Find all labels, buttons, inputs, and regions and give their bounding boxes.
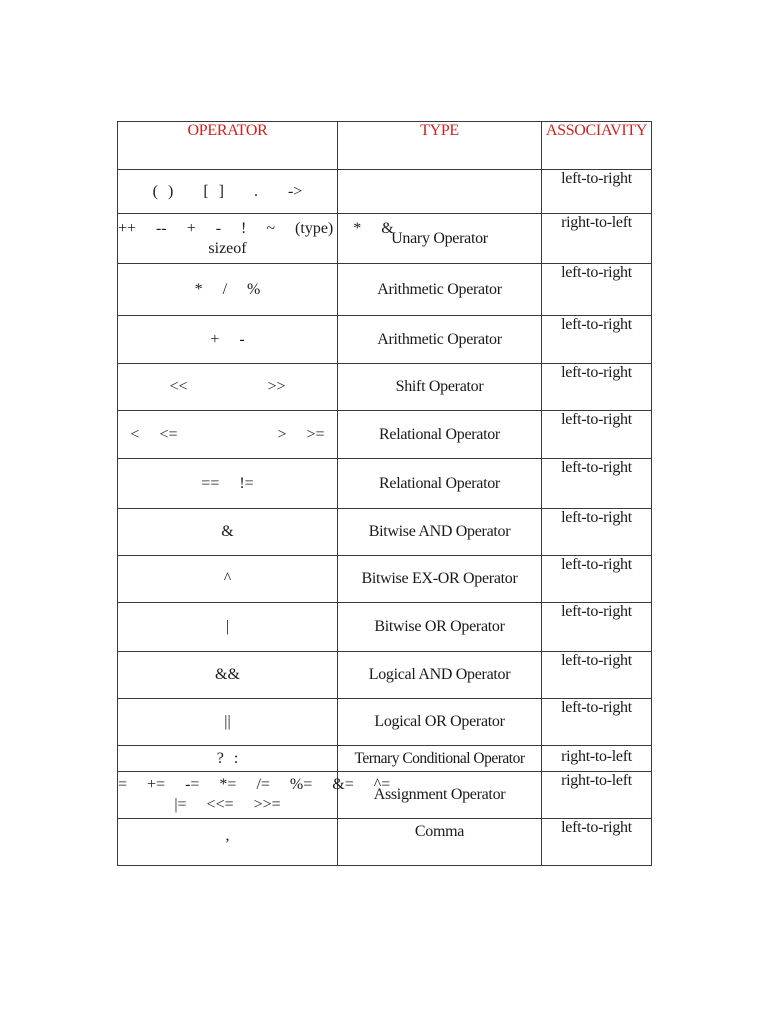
type-cell: Unary Operator: [338, 214, 542, 264]
associativity-cell: left-to-right: [542, 699, 652, 746]
associativity-cell: left-to-right: [542, 509, 652, 556]
operator-cell: &&: [118, 652, 338, 699]
type-cell: Arithmetic Operator: [338, 316, 542, 364]
table-row: [118, 603, 652, 652]
table-row: [118, 746, 652, 772]
operator-cell: * / %: [118, 264, 338, 316]
associativity-cell: left-to-right: [542, 170, 652, 214]
operator-cell: == !=: [118, 459, 338, 509]
table-header-row: [118, 122, 652, 170]
associativity-cell: left-to-right: [542, 556, 652, 603]
operator-cell: ^: [118, 556, 338, 603]
type-cell: Relational Operator: [338, 411, 542, 459]
associativity-cell: left-to-right: [542, 459, 652, 509]
operator-cell: ++ -- + - ! ~ (type) * & sizeof: [118, 214, 338, 264]
associativity-cell: right-to-left: [542, 772, 652, 819]
type-cell: Bitwise AND Operator: [338, 509, 542, 556]
table-row: [118, 556, 652, 603]
table-row: [118, 214, 652, 264]
associativity-cell: left-to-right: [542, 364, 652, 411]
operator-cell: |: [118, 603, 338, 652]
operator-cell: ,: [118, 819, 338, 866]
operator-cell: &: [118, 509, 338, 556]
type-cell: Ternary Conditional Operator: [338, 746, 542, 772]
type-cell: Logical OR Operator: [338, 699, 542, 746]
associativity-cell: left-to-right: [542, 652, 652, 699]
header-associativity: ASSOCIAVITY: [542, 122, 652, 170]
operator-cell: ||: [118, 699, 338, 746]
type-cell: Bitwise OR Operator: [338, 603, 542, 652]
table-row: [118, 819, 652, 866]
table-row: [118, 316, 652, 364]
operator-precedence-table: [117, 121, 652, 866]
table-row: [118, 170, 652, 214]
header-type: TYPE: [338, 122, 542, 170]
type-cell: [338, 170, 542, 214]
type-cell: Logical AND Operator: [338, 652, 542, 699]
type-cell: Bitwise EX-OR Operator: [338, 556, 542, 603]
associativity-cell: right-to-left: [542, 746, 652, 772]
associativity-cell: left-to-right: [542, 411, 652, 459]
operator-cell: << >>: [118, 364, 338, 411]
operator-cell: + -: [118, 316, 338, 364]
table-row: [118, 509, 652, 556]
table-row: [118, 411, 652, 459]
operator-cell: ( ) [ ] . ->: [118, 170, 338, 214]
operator-cell: < <= > >=: [118, 411, 338, 459]
table-row: [118, 459, 652, 509]
type-cell: Relational Operator: [338, 459, 542, 509]
table-row: [118, 264, 652, 316]
operator-cell: ? :: [118, 746, 338, 772]
type-cell: Arithmetic Operator: [338, 264, 542, 316]
type-cell: Assignment Operator: [338, 772, 542, 819]
type-cell: Shift Operator: [338, 364, 542, 411]
operator-cell: = += -= *= /= %= &= ^= |= <<= >>=: [118, 772, 338, 819]
associativity-cell: left-to-right: [542, 316, 652, 364]
type-cell: Comma: [338, 819, 542, 866]
header-operator: OPERATOR: [118, 122, 338, 170]
table-row: [118, 772, 652, 819]
associativity-cell: left-to-right: [542, 264, 652, 316]
table-row: [118, 652, 652, 699]
associativity-cell: left-to-right: [542, 819, 652, 866]
associativity-cell: left-to-right: [542, 603, 652, 652]
associativity-cell: right-to-left: [542, 214, 652, 264]
table-row: [118, 699, 652, 746]
table-row: [118, 364, 652, 411]
